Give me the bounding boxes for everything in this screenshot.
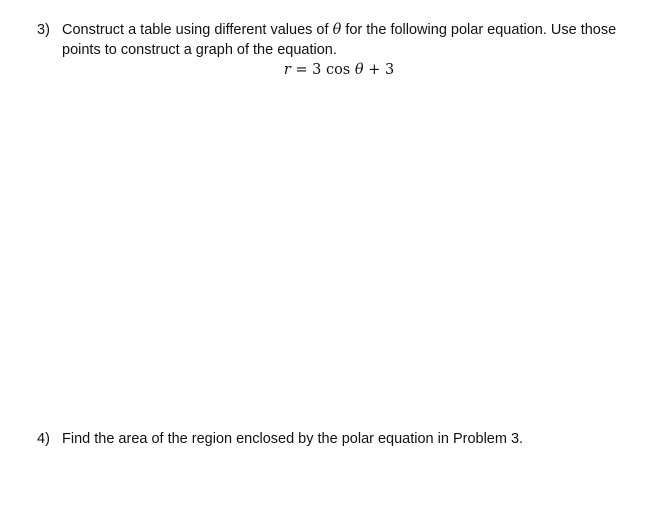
problem-text [62, 429, 647, 449]
problem-line-1: Find the area of the region enclosed by the polar equation in Problem 3. [62, 431, 524, 447]
equation-part: = 3 cos [290, 62, 355, 78]
problem-text-part: Construct a table using different values of [62, 22, 333, 38]
problem-text [62, 20, 647, 60]
problem-text-part: for the following polar equation. Use those [341, 22, 617, 38]
equation-part: + 3 [363, 62, 395, 78]
problem-number: 4) [37, 431, 50, 447]
problem-line-2: points to construct a graph of the equation. [62, 42, 337, 58]
polar-equation [0, 60, 668, 80]
equation-variable: r [283, 62, 291, 78]
problem-number: 3) [37, 22, 50, 38]
theta-symbol: θ [332, 22, 342, 38]
theta-symbol: θ [354, 62, 364, 78]
problem-line-1 [62, 20, 647, 40]
